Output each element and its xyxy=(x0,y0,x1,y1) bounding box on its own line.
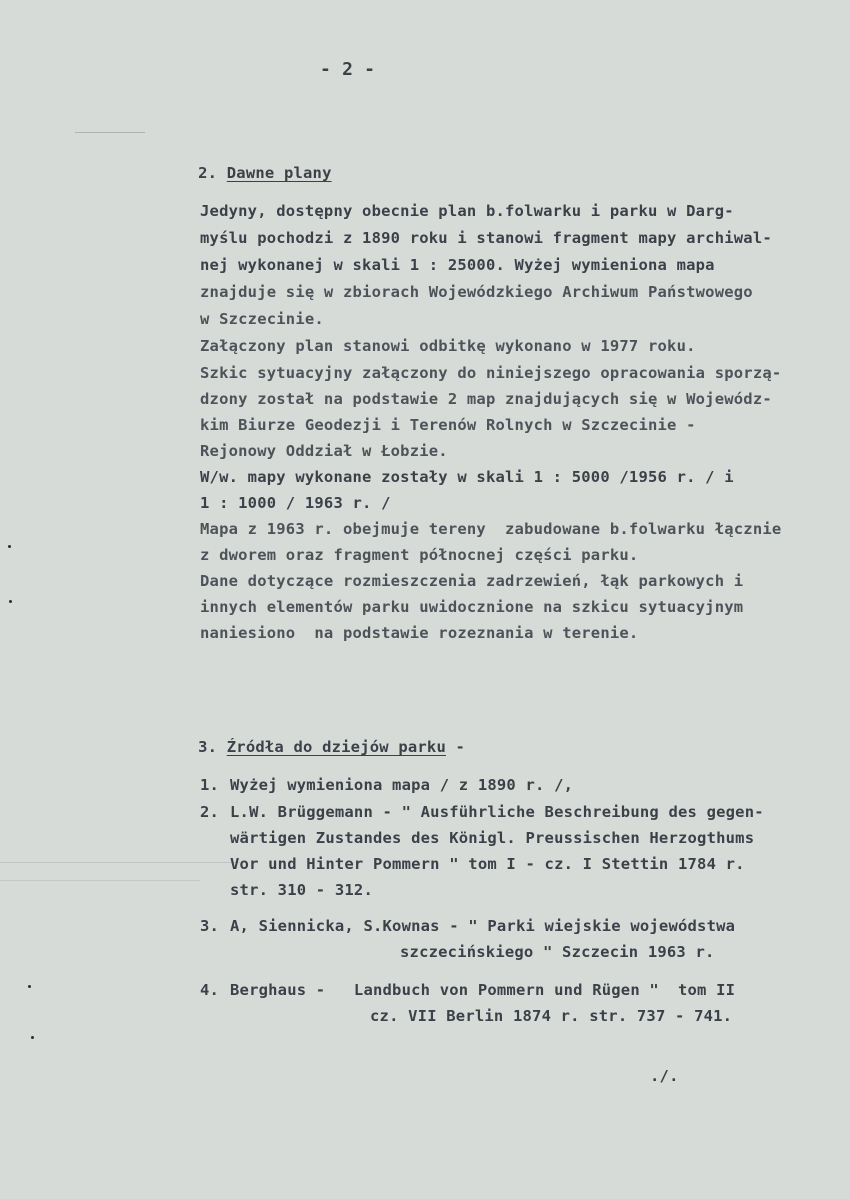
list-text: A, Siennicka, S.Kownas - " Parki wiejskie wojewódstwa xyxy=(230,917,736,935)
text-line: Szkic sytuacyjny załączony do niniejszego opracowania sporzą- xyxy=(200,364,782,382)
list-number: 1. xyxy=(200,776,220,794)
margin-dot xyxy=(31,1036,34,1039)
text-line: dzony został na podstawie 2 map znajdujących się w Wojewódz- xyxy=(200,390,772,408)
text-line: 1 : 1000 / 1963 r. / xyxy=(200,494,391,512)
text-line: nej wykonanej w skali 1 : 25000. Wyżej wymieniona mapa xyxy=(200,256,715,274)
list-text: Wyżej wymieniona mapa / z 1890 r. /, xyxy=(230,776,574,794)
list-text: wärtigen Zustandes des Königl. Preussischen Herzogthums xyxy=(230,829,755,847)
section-title-suffix: - xyxy=(446,738,466,756)
margin-dot xyxy=(9,600,12,603)
text-line: Rejonowy Oddział w Łobzie. xyxy=(200,442,448,460)
left-margin-mark xyxy=(0,880,200,881)
text-line: z dworem oraz fragment północnej części parku. xyxy=(200,546,639,564)
margin-dot xyxy=(28,985,31,988)
list-text: szczecińskiego " Szczecin 1963 r. xyxy=(400,943,715,961)
page-number: - 2 - xyxy=(320,59,376,80)
continuation-mark: ./. xyxy=(650,1067,679,1085)
section-heading xyxy=(160,717,465,777)
margin-dot xyxy=(8,545,11,548)
text-line: w Szczecinie. xyxy=(200,310,324,328)
list-text: cz. VII Berlin 1874 r. str. 737 - 741. xyxy=(370,1007,733,1025)
list-text: Vor und Hinter Pommern " tom I - cz. I Stettin 1784 r. xyxy=(230,855,745,873)
list-text: Berghaus - Landbuch von Pommern und Rügen " tom II xyxy=(230,981,736,999)
text-line: Dane dotyczące rozmieszczenia zadrzewień, łąk parkowych i xyxy=(200,572,744,590)
section-number: 3. xyxy=(198,738,218,756)
text-line: myślu pochodzi z 1890 roku i stanowi fragment mapy archiwal- xyxy=(200,229,772,247)
text-line: W/w. mapy wykonane zostały w skali 1 : 5000 /1956 r. / i xyxy=(200,468,734,486)
list-number: 4. xyxy=(200,981,220,999)
text-line: kim Biurze Geodezji i Terenów Rolnych w Szczecinie - xyxy=(200,416,696,434)
text-line: Mapa z 1963 r. obejmuje tereny zabudowane b.folwarku łącznie xyxy=(200,520,782,538)
section-title: Dawne plany xyxy=(226,164,332,182)
text-line: znajduje się w zbiorach Wojewódzkiego Archiwum Państwowego xyxy=(200,283,753,301)
list-number: 3. xyxy=(200,917,220,935)
left-margin-mark xyxy=(0,862,240,863)
list-text: L.W. Brüggemann - " Ausführliche Beschreibung des gegen- xyxy=(230,803,764,821)
left-margin-mark xyxy=(75,132,145,133)
text-line: innych elementów parku uwidocznione na szkicu sytuacyjnym xyxy=(200,598,744,616)
text-line: Jedyny, dostępny obecnie plan b.folwarku i parku w Darg- xyxy=(200,202,734,220)
list-number: 2. xyxy=(200,803,220,821)
section-title: Źródła do dziejów parku xyxy=(226,738,446,756)
text-line: Załączony plan stanowi odbitkę wykonano w 1977 roku. xyxy=(200,337,696,355)
list-text: str. 310 - 312. xyxy=(230,881,373,899)
section-heading xyxy=(160,143,332,203)
section-number: 2. xyxy=(198,164,218,182)
text-line: naniesiono na podstawie rozeznania w terenie. xyxy=(200,624,639,642)
